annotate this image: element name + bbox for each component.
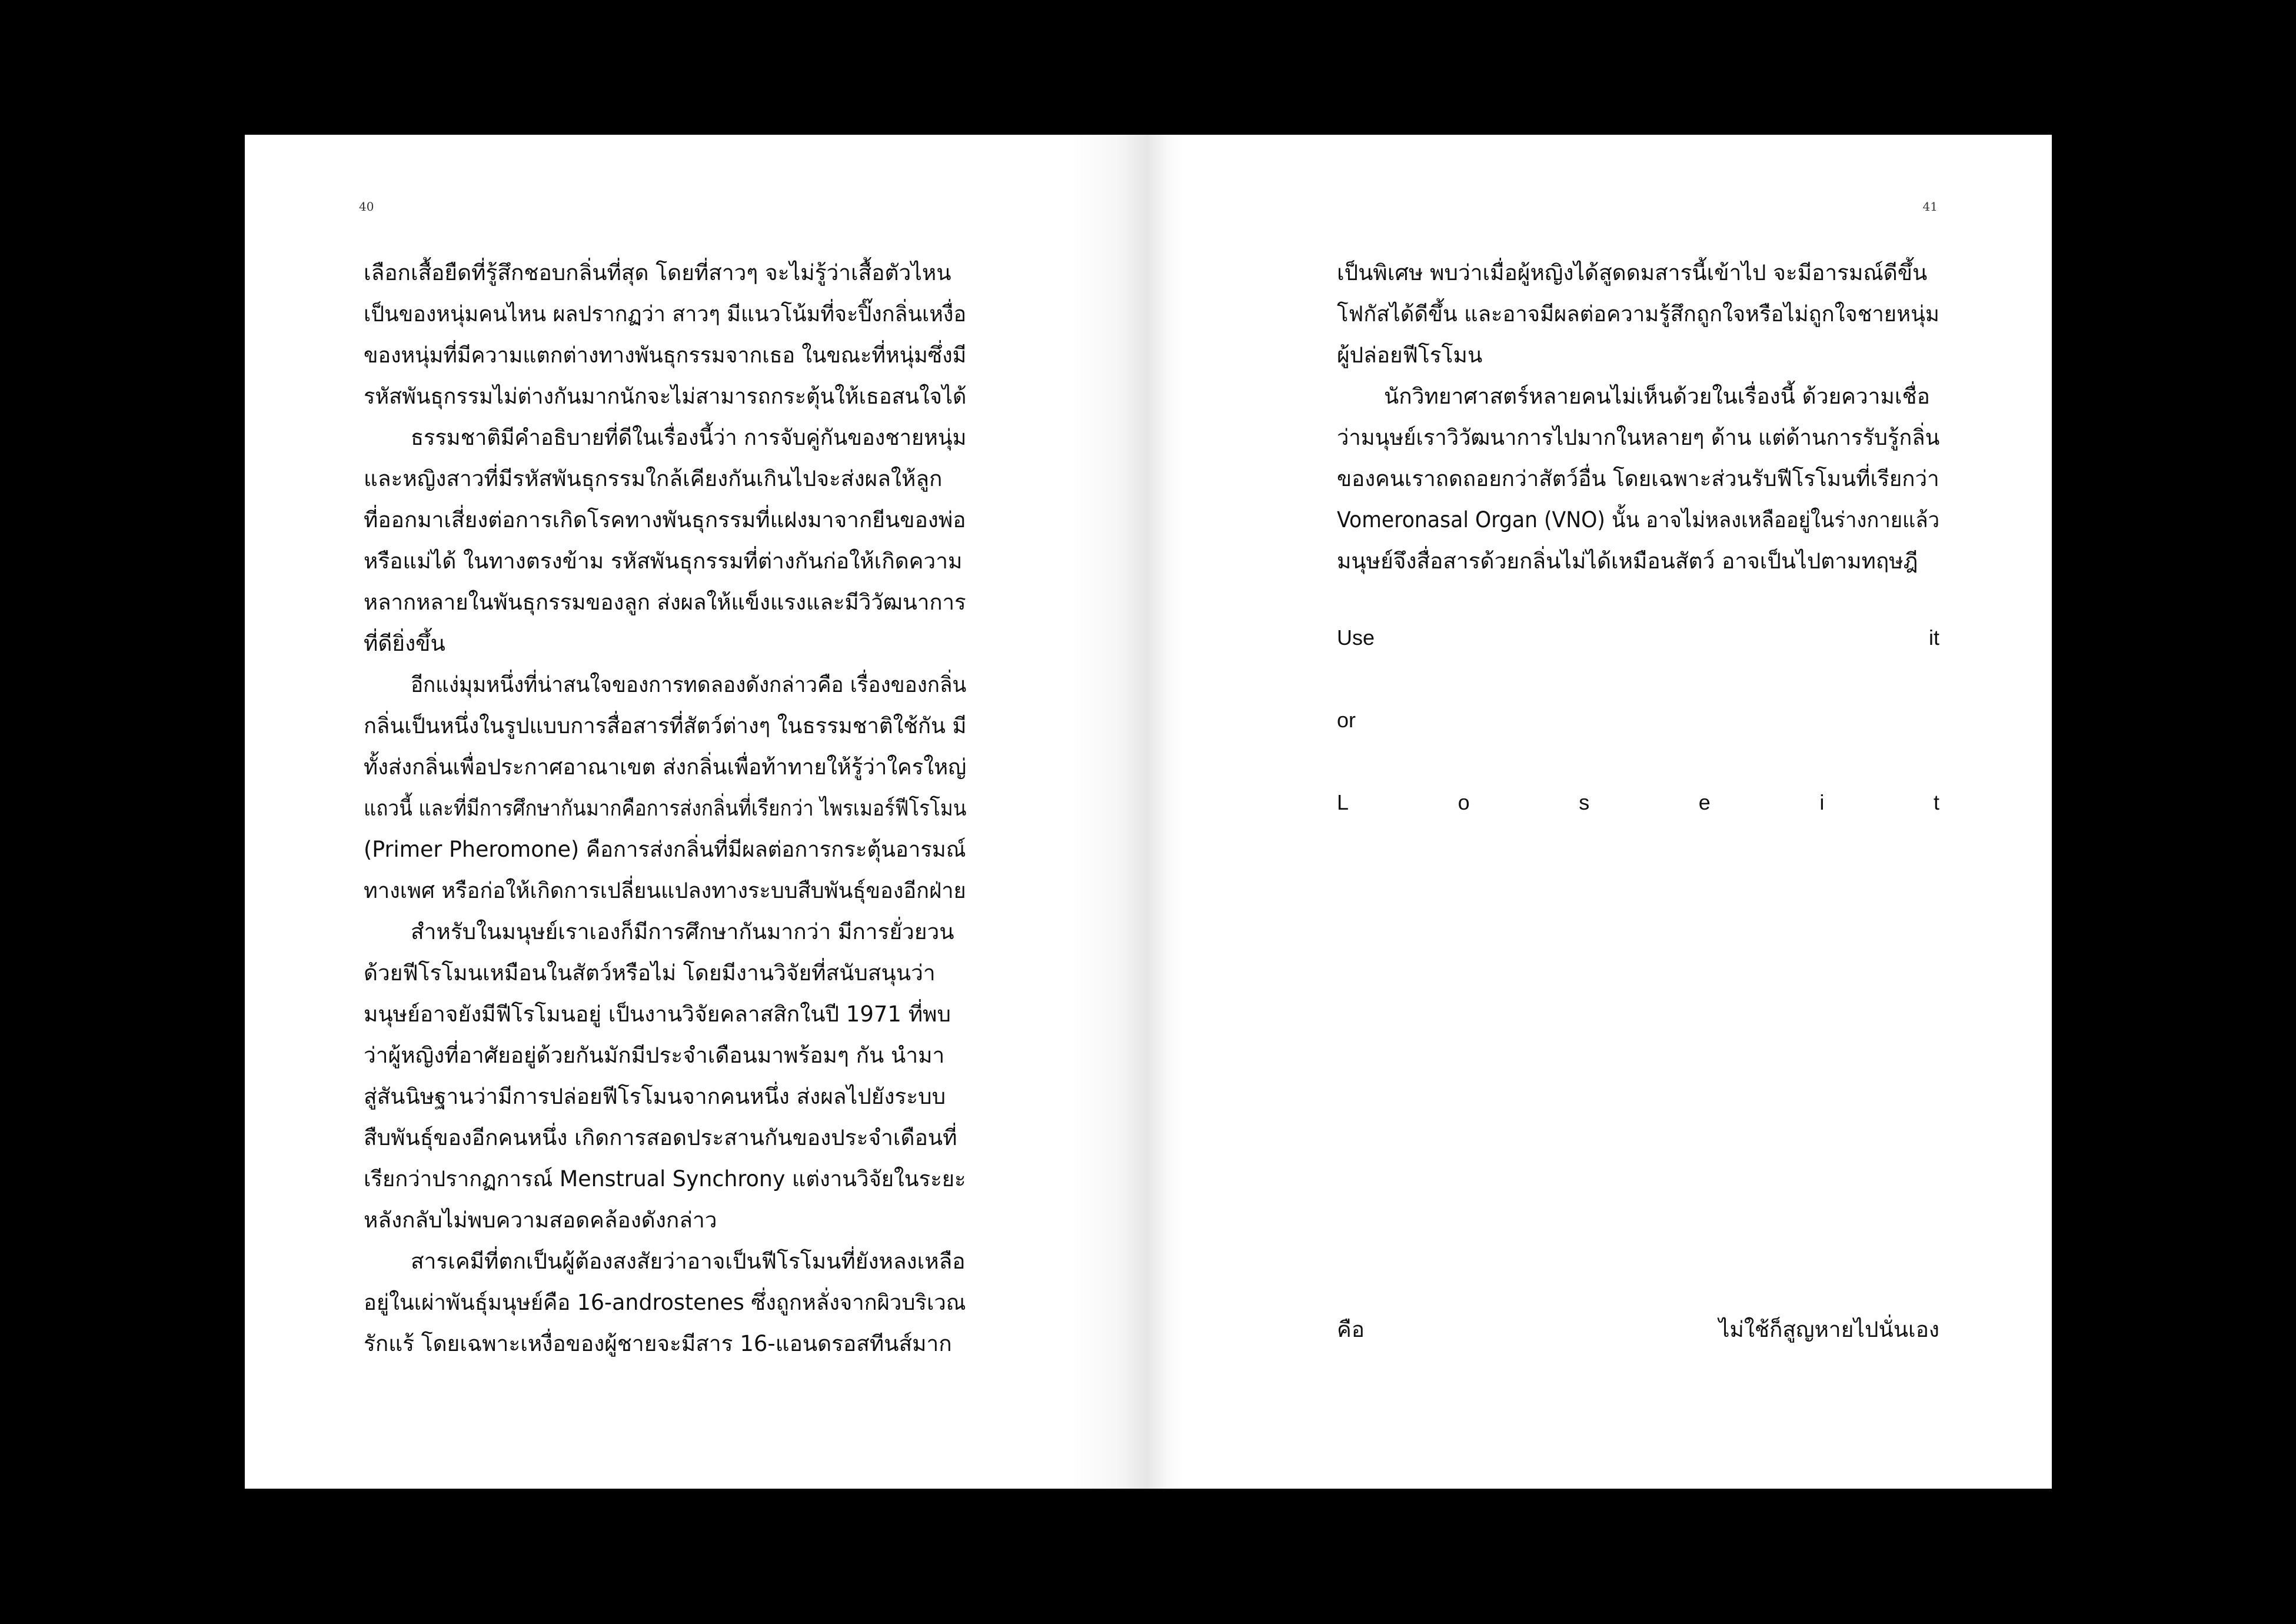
text-line: นักวิทยาศาสตร์หลายคนไม่เห็นด้วยในเรื่องนี้ ด้วยความเชื่อ [1384, 384, 1930, 409]
spine-shadow-left [1072, 135, 1149, 1489]
text-line: เป็นของหนุ่มคนไหน ผลปรากฏว่า สาวๆ มีแนวโน้มที่จะปิ๊งกลิ่นเหงื่อ [364, 301, 966, 327]
text-line: รหัสพันธุกรรมไม่ต่างกันมากนักจะไม่สามารถกระตุ้นให้เธอสนใจได้ [364, 384, 966, 409]
page-number-left: 40 [359, 199, 374, 214]
spaced-word: or [1337, 708, 1356, 732]
spaced-word: Use [1337, 625, 1375, 650]
text-line: สู่สันนิษฐานว่ามีการปล่อยฟีโรโมนจากคนหนึ่ง ส่งผลไปยังระบบ [364, 1084, 946, 1109]
text-line: หลังกลับไม่พบความสอดคล้องดังกล่าว [364, 1207, 717, 1233]
spaced-word: it [1929, 625, 1939, 650]
spaced-letter: e [1698, 790, 1711, 814]
text-line: มนุษย์อาจยังมีฟีโรโมนอยู่ เป็นงานวิจัยคลาสสิกในปี 1971 ที่พบ [364, 1001, 951, 1027]
text-line: ว่าผู้หญิงที่อาศัยอยู่ด้วยกันมักมีประจำเดือนมาพร้อมๆ กัน นำมา [364, 1043, 945, 1068]
spaced-row-lose-it [1337, 788, 1939, 817]
text-line: ด้วยฟีโรโมนเหมือนในสัตว์หรือไม่ โดยมีงานวิจัยที่สนับสนุนว่า [364, 960, 936, 986]
text-line: อีกแง่มุมหนึ่งที่น่าสนใจของการทดลองดังกล่าวคือ เรื่องของกลิ่น [411, 672, 966, 697]
closing-line [1337, 1312, 1939, 1347]
text-line: ที่ออกมาเสี่ยงต่อการเกิดโรคทางพันธุกรรมที่แฝงมาจากยีนของพ่อ [364, 507, 966, 533]
text-line: ที่ดียิ่งขึ้น [364, 631, 445, 656]
text-line: ทั้งส่งกลิ่นเพื่อประกาศอาณาเขต ส่งกลิ่นเพื่อท้าทายให้รู้ว่าใครใหญ่ [364, 754, 966, 780]
text-line: ของคนเราถดถอยกว่าสัตว์อื่น โดยเฉพาะส่วนรับฟีโรโมนที่เรียกว่า [1337, 466, 1939, 491]
text-line: หรือแม่ได้ ในทางตรงข้าม รหัสพันธุกรรมที่ต่างกันก่อให้เกิดความ [364, 548, 963, 574]
text-line: เรียกว่าปรากฏการณ์ Menstrual Synchrony แต่งานวิจัยในระยะ [364, 1166, 966, 1192]
closing-right-text: ไม่ใช้ก็สูญหายไปนั่นเอง [1718, 1316, 1939, 1342]
left-body-text [364, 252, 966, 1365]
spaced-row-use-it [1337, 623, 1939, 653]
spaced-row-or [1337, 705, 1939, 735]
text-line: และหญิงสาวที่มีรหัสพันธุกรรมใกล้เคียงกันเกินไปจะส่งผลให้ลูก [364, 466, 943, 491]
text-line: แถวนี้ และที่มีการศึกษากันมากคือการส่งกลิ่นที่เรียกว่า ไพรเมอร์ฟีโรโมน [364, 796, 966, 821]
text-line: Vomeronasal Organ (VNO) นั้น อาจไม่หลงเหลืออยู่ในร่างกายแล้ว [1337, 507, 1939, 533]
text-line: เลือกเสื้อยืดที่รู้สึกชอบกลิ่นที่สุด โดยที่สาวๆ จะไม่รู้ว่าเสื้อตัวไหน [364, 260, 951, 285]
closing-left-text: คือ [1337, 1316, 1365, 1342]
text-line: ของหนุ่มที่มีความแตกต่างทางพันธุกรรมจากเธอ ในขณะที่หนุ่มซึ่งมี [364, 342, 966, 368]
spaced-letter: t [1933, 790, 1939, 814]
left-page [245, 135, 1149, 1489]
text-line: รักแร้ โดยเฉพาะเหงื่อของผู้ชายจะมีสาร 16-แอนดรอสทีนส์มาก [364, 1331, 952, 1356]
text-line: (Primer Pheromone) คือการส่งกลิ่นที่มีผลต่อการกระตุ้นอารมณ์ [364, 837, 966, 862]
text-line: กลิ่นเป็นหนึ่งในรูปแบบการสื่อสารที่สัตว์ต่างๆ ในธรรมชาติใช้กัน มี [364, 713, 966, 738]
right-body-text [1337, 252, 1939, 582]
text-line: อยู่ในเผ่าพันธุ์มนุษย์คือ 16-androstenes ซึ่งถูกหลั่งจากผิวบริเวณ [364, 1290, 966, 1315]
text-line: มนุษย์จึงสื่อสารด้วยกลิ่นไม่ได้เหมือนสัตว์ อาจเป็นไปตามทฤษฎี [1337, 548, 1918, 574]
spaced-letter: i [1819, 790, 1825, 814]
spine-shadow-right [1149, 135, 1184, 1489]
text-line: สารเคมีที่ตกเป็นผู้ต้องสงสัยว่าอาจเป็นฟีโรโมนที่ยังหลงเหลือ [411, 1249, 966, 1274]
text-line: โฟกัสได้ดีขึ้น และอาจมีผลต่อความรู้สึกถูกใจหรือไม่ถูกใจชายหนุ่ม [1337, 301, 1939, 327]
text-line: เป็นพิเศษ พบว่าเมื่อผู้หญิงได้สูดดมสารนี้เข้าไป จะมีอารมณ์ดีขึ้น [1337, 260, 1928, 285]
page-number-right: 41 [1922, 199, 1938, 214]
spaced-letter: o [1458, 790, 1470, 814]
text-line: สำหรับในมนุษย์เราเองก็มีการศึกษากันมากว่า มีการยั่วยวน [411, 919, 954, 944]
text-line: ทางเพศ หรือก่อให้เกิดการเปลี่ยนแปลงทางระบบสืบพันธุ์ของอีกฝ่าย [364, 878, 966, 903]
right-page [1149, 135, 2052, 1489]
text-line: หลากหลายในพันธุกรรมของลูก ส่งผลให้แข็งแรงและมีวิวัฒนาการ [364, 590, 966, 615]
text-line: ว่ามนุษย์เราวิวัฒนาการไปมากในหลายๆ ด้าน แต่ด้านการรับรู้กลิ่น [1337, 425, 1939, 450]
text-line: ธรรมชาติมีคำอธิบายที่ดีในเรื่องนี้ว่า การจับคู่กันของชายหนุ่ม [411, 425, 966, 450]
spaced-letter: L [1337, 790, 1349, 814]
text-line: สืบพันธุ์ของอีกคนหนึ่ง เกิดการสอดประสานกันของประจำเดือนที่ [364, 1125, 957, 1150]
spaced-letter: s [1579, 790, 1590, 814]
text-line: ผู้ปล่อยฟีโรโมน [1337, 342, 1483, 368]
